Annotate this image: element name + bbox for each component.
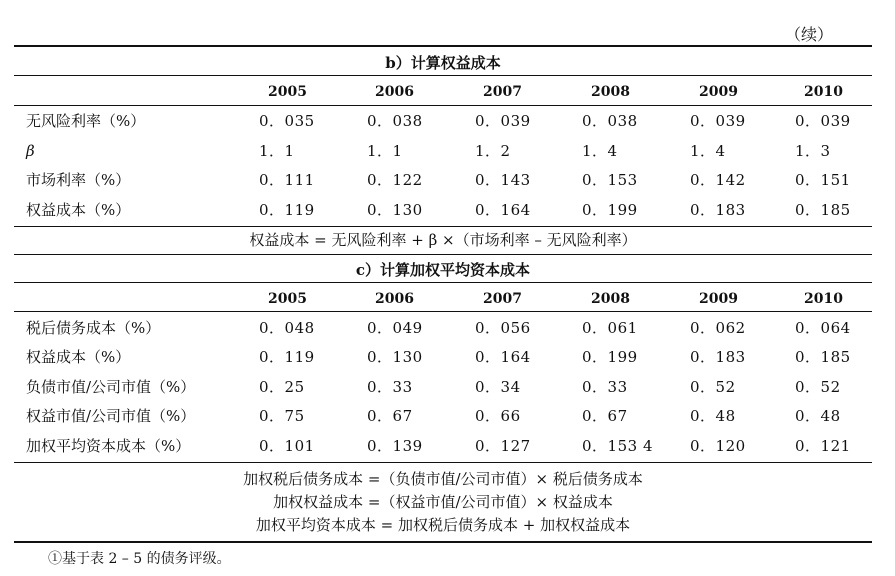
value-cell: 0．185 (795, 348, 851, 366)
value-cell: 0．199 (582, 201, 638, 219)
value-cell: 0．064 (795, 319, 851, 337)
section-b-title: b）计算权益成本 (385, 54, 501, 72)
value-cell: 1．4 (582, 142, 618, 160)
value-cell: 0．142 (690, 171, 746, 189)
value-cell: 0．048 (259, 319, 315, 337)
table-row (14, 313, 872, 343)
table-row (14, 342, 872, 372)
section-c-header-row (14, 284, 872, 314)
section-c-title-rule (14, 282, 872, 283)
value-cell: 0．061 (582, 319, 638, 337)
value-cell: 0．185 (795, 201, 851, 219)
row-label: 加权平均资本成本（%） (26, 437, 191, 455)
row-label: 权益市值/公司市值（%） (26, 407, 196, 425)
value-cell: 0．101 (259, 437, 315, 455)
continued-label: （续） (784, 25, 833, 44)
year-header: 2010 (804, 84, 843, 100)
bottom-rule (14, 541, 872, 543)
year-header: 2005 (268, 291, 307, 307)
value-cell: 0．120 (690, 437, 746, 455)
footnote: ①基于表 2 – 5 的债务评级。 (48, 551, 231, 567)
value-cell: 0．127 (475, 437, 531, 455)
value-cell: 0．52 (690, 378, 736, 396)
value-cell: 0．67 (582, 407, 628, 425)
value-cell: 0．151 (795, 171, 851, 189)
value-cell: 0．48 (795, 407, 841, 425)
value-cell: 1．4 (690, 142, 726, 160)
value-cell: 0．48 (690, 407, 736, 425)
section-c-rows-rule (14, 462, 872, 463)
value-cell: 0．039 (475, 112, 531, 130)
value-cell: 0．119 (259, 201, 315, 219)
value-cell: 0．67 (367, 407, 413, 425)
row-label: 权益成本（%） (26, 348, 131, 366)
year-header: 2005 (268, 84, 307, 100)
value-cell: 0．122 (367, 171, 423, 189)
value-cell: 0．153 4 (582, 437, 653, 455)
section-b-formula-rule (14, 254, 872, 255)
value-cell: 0．062 (690, 319, 746, 337)
value-cell: 1．1 (367, 142, 403, 160)
year-header: 2007 (483, 84, 522, 100)
value-cell: 1．1 (259, 142, 295, 160)
value-cell: 0．038 (367, 112, 423, 130)
value-cell: 0．164 (475, 348, 531, 366)
value-cell: 0．25 (259, 378, 305, 396)
weighted-debt-formula: 加权税后债务成本 =（负债市值/公司市值）× 税后债务成本 (243, 470, 643, 488)
value-cell: 0．139 (367, 437, 423, 455)
section-b-title-rule (14, 75, 872, 76)
table-row (14, 401, 872, 431)
table-row (14, 195, 872, 225)
value-cell: 0．143 (475, 171, 531, 189)
table-row (14, 372, 872, 402)
value-cell: 0．049 (367, 319, 423, 337)
row-label: 负债市值/公司市值（%） (26, 378, 196, 396)
section-c-header-rule (14, 311, 872, 312)
year-header: 2008 (591, 291, 630, 307)
row-label: β (26, 142, 35, 160)
value-cell: 0．52 (795, 378, 841, 396)
value-cell: 0．164 (475, 201, 531, 219)
row-label: 无风险利率（%） (26, 112, 146, 130)
value-cell: 0．111 (259, 171, 315, 189)
value-cell: 0．183 (690, 348, 746, 366)
value-cell: 0．130 (367, 348, 423, 366)
value-cell: 0．153 (582, 171, 638, 189)
year-header: 2006 (375, 291, 414, 307)
year-header: 2008 (591, 84, 630, 100)
wacc-formula: 加权平均资本成本 = 加权税后债务成本 + 加权权益成本 (255, 516, 631, 534)
value-cell: 0．035 (259, 112, 315, 130)
value-cell: 0．183 (690, 201, 746, 219)
value-cell: 0．121 (795, 437, 851, 455)
weighted-equity-formula: 加权权益成本 =（权益市值/公司市值）× 权益成本 (273, 493, 613, 511)
row-label: 市场利率（%） (26, 171, 131, 189)
value-cell: 1．2 (475, 142, 511, 160)
section-b-header-row (14, 77, 872, 107)
year-header: 2006 (375, 84, 414, 100)
value-cell: 0．199 (582, 348, 638, 366)
top-rule (14, 45, 872, 47)
value-cell: 0．75 (259, 407, 305, 425)
value-cell: 0．119 (259, 348, 315, 366)
value-cell: 1．3 (795, 142, 831, 160)
value-cell: 0．039 (690, 112, 746, 130)
table-row (14, 136, 872, 166)
year-header: 2009 (699, 84, 738, 100)
value-cell: 0．33 (582, 378, 628, 396)
value-cell: 0．33 (367, 378, 413, 396)
table-row (14, 431, 872, 461)
table-row (14, 106, 872, 136)
section-c-title: c）计算加权平均资本成本 (355, 261, 531, 279)
value-cell: 0．130 (367, 201, 423, 219)
row-label: 权益成本（%） (26, 201, 131, 219)
section-b-rows-rule (14, 226, 872, 227)
value-cell: 0．34 (475, 378, 521, 396)
year-header: 2009 (699, 291, 738, 307)
year-header: 2010 (804, 291, 843, 307)
value-cell: 0．66 (475, 407, 521, 425)
year-header: 2007 (483, 291, 522, 307)
table-row (14, 165, 872, 195)
value-cell: 0．056 (475, 319, 531, 337)
equity-cost-formula: 权益成本 = 无风险利率 + β ×（市场利率 – 无风险利率） (249, 231, 637, 249)
value-cell: 0．039 (795, 112, 851, 130)
value-cell: 0．038 (582, 112, 638, 130)
row-label: 税后债务成本（%） (26, 319, 161, 337)
